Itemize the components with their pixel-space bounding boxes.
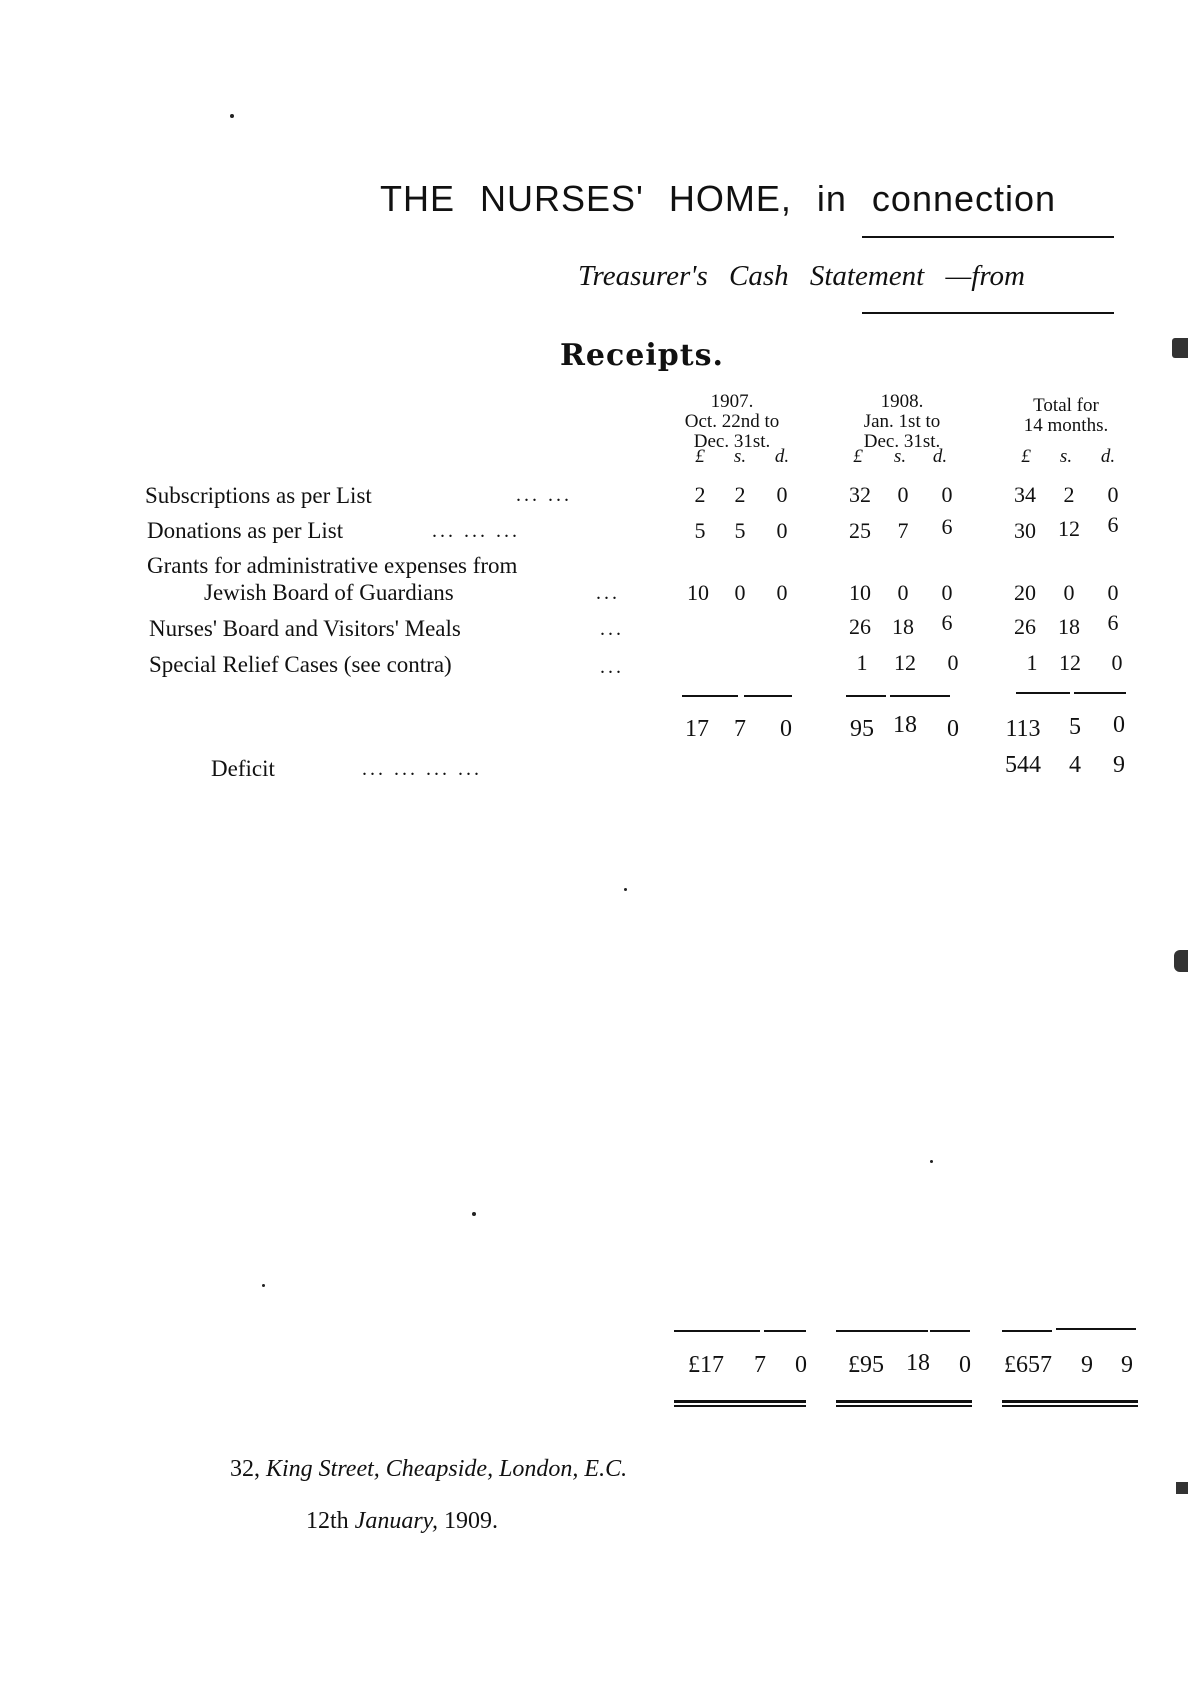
unit-pounds: £ bbox=[695, 446, 705, 467]
cell-total-pounds: 34 bbox=[1014, 482, 1036, 507]
cell-total-shillings: 2 bbox=[1063, 482, 1075, 507]
row-label: Nurses' Board and Visitors' Meals bbox=[149, 616, 461, 641]
row-label: Donations as per List bbox=[147, 518, 344, 543]
cell-total-shillings: 0 bbox=[1063, 580, 1075, 605]
cell-total-pence: 0 bbox=[1107, 580, 1119, 605]
page-subtitle: Treasurer's Cash Statement —from bbox=[578, 260, 1025, 292]
cell-total-pence: 0 bbox=[1111, 650, 1123, 675]
cell-1907-pence: 0 bbox=[776, 518, 788, 543]
cell-1908-pounds: 32 bbox=[849, 482, 871, 507]
subtotal-1908-pence: 0 bbox=[947, 716, 959, 742]
cell-1907-pounds: 10 bbox=[687, 580, 709, 605]
row-label: Special Relief Cases (see contra) bbox=[149, 652, 452, 677]
date-day: 12th bbox=[306, 1508, 349, 1534]
cell-1908-pence: 0 bbox=[947, 650, 959, 675]
cell-1907-pence: 0 bbox=[776, 482, 788, 507]
grand-total-double-rule bbox=[1002, 1400, 1138, 1407]
date-year: 1909. bbox=[444, 1508, 498, 1534]
grand-total-rule bbox=[836, 1330, 928, 1332]
cell-1908-pounds: 25 bbox=[849, 518, 871, 543]
cell-total-pounds: 20 bbox=[1014, 580, 1036, 605]
subtotal-rule bbox=[682, 695, 738, 697]
address bbox=[230, 1456, 627, 1483]
grand-total-1908-pounds: £95 bbox=[848, 1352, 884, 1378]
grand-total-1907-pounds: £17 bbox=[688, 1352, 724, 1378]
row-label-continued: Jewish Board of Guardians bbox=[204, 580, 454, 605]
row-label: Subscriptions as per List bbox=[145, 483, 372, 508]
cell-total-pounds: 26 bbox=[1014, 614, 1036, 639]
cell-1907-pounds: 2 bbox=[694, 482, 706, 507]
subtotal-rule bbox=[890, 695, 950, 697]
cell-total-pence: 0 bbox=[1107, 482, 1119, 507]
cell-1907-shillings: 5 bbox=[734, 518, 746, 543]
scan-speck bbox=[624, 888, 627, 891]
deficit-total-pounds: 544 bbox=[1005, 752, 1041, 778]
subtotal-1907-pence: 0 bbox=[780, 716, 792, 742]
cell-1908-pounds: 1 bbox=[856, 650, 868, 675]
column-header-total: Total for 14 months. bbox=[1023, 395, 1109, 436]
unit-pence: d. bbox=[932, 446, 948, 467]
cell-1908-pounds: 26 bbox=[849, 614, 871, 639]
section-title: Receipts. bbox=[560, 338, 724, 373]
unit-pounds: £ bbox=[1021, 446, 1031, 467]
unit-shillings: s. bbox=[893, 446, 907, 467]
grand-total-total-pounds: £657 bbox=[1004, 1352, 1052, 1378]
grand-total-rule bbox=[930, 1330, 970, 1332]
leader-dots: ... bbox=[600, 656, 624, 678]
cell-1907-shillings: 2 bbox=[734, 482, 746, 507]
cell-1908-shillings: 12 bbox=[894, 650, 916, 675]
cell-1907-pounds: 5 bbox=[694, 518, 706, 543]
subtotal-rule bbox=[744, 695, 792, 697]
scan-edge-mark bbox=[1176, 1482, 1188, 1494]
subtotal-total-shillings: 5 bbox=[1069, 714, 1081, 740]
grand-total-rule bbox=[1056, 1328, 1136, 1330]
subtotal-1907-pounds: 17 bbox=[685, 716, 709, 742]
scan-speck bbox=[930, 1160, 933, 1163]
cell-total-shillings: 18 bbox=[1058, 614, 1080, 639]
unit-pence: d. bbox=[1100, 446, 1116, 467]
cell-1908-pence: 0 bbox=[941, 580, 953, 605]
cell-1907-shillings: 0 bbox=[734, 580, 746, 605]
subtitle-underline bbox=[862, 312, 1114, 314]
cell-total-pounds: 30 bbox=[1014, 518, 1036, 543]
subtotal-1908-shillings: 18 bbox=[893, 712, 917, 738]
cell-1908-shillings: 0 bbox=[897, 482, 909, 507]
leader-dots: ... ... ... bbox=[432, 520, 520, 542]
address-number: 32, bbox=[230, 1456, 260, 1482]
column-header-1907: 1907. Oct. 22nd to Dec. 31st. bbox=[684, 391, 780, 452]
row-label: Grants for administrative expenses from bbox=[147, 553, 518, 578]
cell-total-shillings: 12 bbox=[1059, 650, 1081, 675]
cell-1907-pence: 0 bbox=[776, 580, 788, 605]
scan-edge-mark bbox=[1174, 950, 1188, 972]
unit-pounds: £ bbox=[853, 446, 863, 467]
grand-total-double-rule bbox=[836, 1400, 972, 1407]
address-street: King Street, Cheapside, London, E.C. bbox=[266, 1456, 628, 1482]
title-underline bbox=[862, 236, 1114, 238]
grand-total-rule bbox=[674, 1330, 760, 1332]
unit-pence: d. bbox=[774, 446, 790, 467]
deficit-total-pence: 9 bbox=[1113, 752, 1125, 778]
cell-1908-shillings: 7 bbox=[897, 518, 909, 543]
subtotal-total-pence: 0 bbox=[1113, 712, 1125, 738]
page-title: THE NURSES' HOME, in connection bbox=[380, 178, 1057, 219]
grand-total-total-pence: 9 bbox=[1121, 1352, 1133, 1378]
deficit-total-shillings: 4 bbox=[1069, 752, 1081, 778]
leader-dots: ... bbox=[596, 582, 620, 604]
leader-dots: ... bbox=[600, 618, 624, 640]
cell-total-pounds: 1 bbox=[1026, 650, 1038, 675]
leader-dots: ... ... bbox=[516, 484, 572, 506]
subtotal-rule bbox=[1016, 692, 1070, 694]
subtotal-total-pounds: 113 bbox=[1005, 716, 1041, 742]
grand-total-1907-pence: 0 bbox=[795, 1352, 807, 1378]
grand-total-1908-shillings: 18 bbox=[906, 1350, 930, 1376]
grand-total-double-rule bbox=[674, 1400, 806, 1407]
deficit-label: Deficit bbox=[211, 756, 275, 781]
cell-total-pence: 6 bbox=[1107, 610, 1119, 635]
cell-1908-pence: 6 bbox=[941, 610, 953, 635]
unit-shillings: s. bbox=[1059, 446, 1073, 467]
scan-speck bbox=[230, 114, 234, 118]
grand-total-1908-pence: 0 bbox=[959, 1352, 971, 1378]
subtotal-1908-pounds: 95 bbox=[850, 716, 874, 742]
leader-dots: ... ... ... ... bbox=[362, 758, 482, 780]
statement-date bbox=[306, 1508, 498, 1535]
subtotal-rule bbox=[1074, 692, 1126, 694]
cell-1908-pence: 6 bbox=[941, 514, 953, 539]
cell-total-pence: 6 bbox=[1107, 512, 1119, 537]
subtotal-1907-shillings: 7 bbox=[734, 716, 746, 742]
cell-1908-shillings: 0 bbox=[897, 580, 909, 605]
date-month: January, bbox=[354, 1508, 438, 1534]
cell-1908-pence: 0 bbox=[941, 482, 953, 507]
scan-speck bbox=[472, 1212, 476, 1216]
grand-total-1907-shillings: 7 bbox=[754, 1352, 766, 1378]
grand-total-rule bbox=[764, 1330, 806, 1332]
subtotal-rule bbox=[846, 695, 886, 697]
cell-1908-pounds: 10 bbox=[849, 580, 871, 605]
cell-total-shillings: 12 bbox=[1058, 516, 1080, 541]
column-header-1908: 1908. Jan. 1st to Dec. 31st. bbox=[863, 391, 941, 452]
scan-speck bbox=[262, 1284, 265, 1287]
cell-1908-shillings: 18 bbox=[892, 614, 914, 639]
grand-total-total-shillings: 9 bbox=[1081, 1352, 1093, 1378]
scan-edge-mark bbox=[1172, 338, 1188, 358]
unit-shillings: s. bbox=[733, 446, 747, 467]
grand-total-rule bbox=[1002, 1330, 1052, 1332]
